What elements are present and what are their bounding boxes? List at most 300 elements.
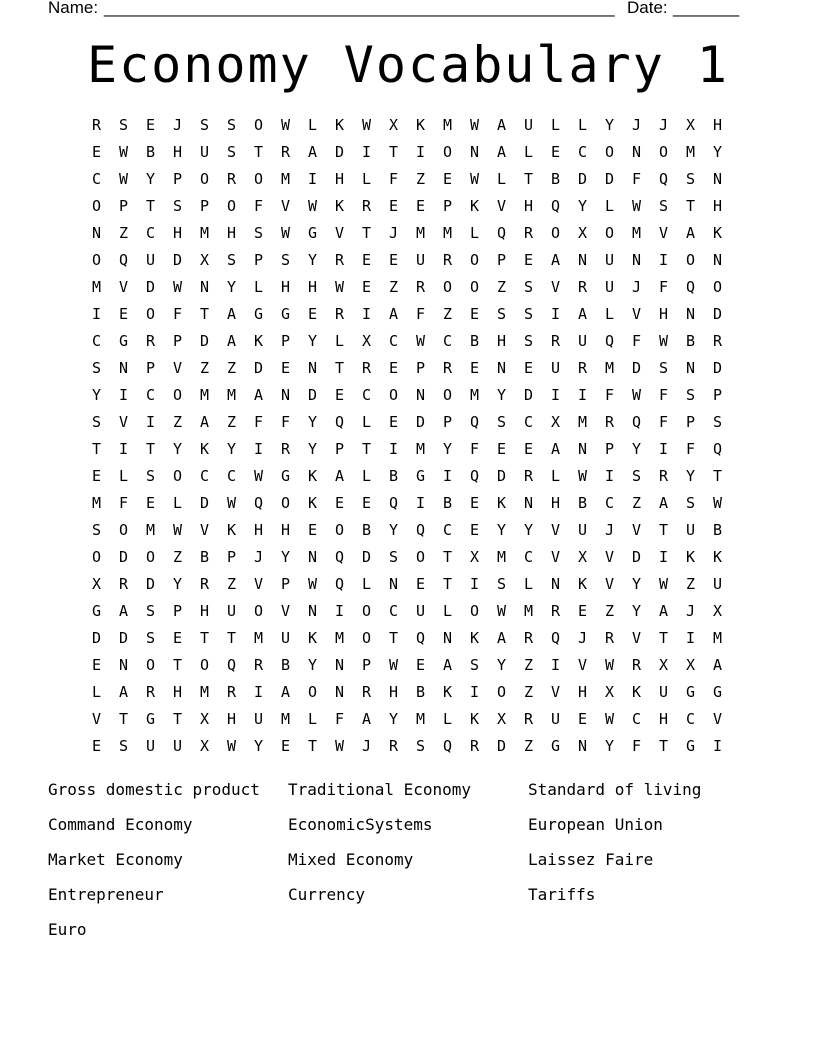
grid-letter: S [685, 386, 696, 404]
grid-letter: R [631, 656, 642, 674]
grid-letter: P [280, 575, 291, 593]
grid-letter: O [442, 386, 453, 404]
grid-letter: V [118, 278, 129, 296]
grid-letter: N [631, 251, 642, 269]
grid-letter: V [280, 602, 291, 620]
grid-letter: H [280, 278, 291, 296]
word-list-item: Gross domestic product [48, 780, 260, 799]
grid-letter: B [577, 494, 588, 512]
grid-letter: E [91, 656, 102, 674]
grid-letter: E [550, 143, 561, 161]
grid-letter: E [469, 305, 480, 323]
grid-letter: S [388, 548, 399, 566]
grid-letter: D [91, 629, 102, 647]
grid-letter: X [685, 116, 696, 134]
grid-letter: I [415, 494, 426, 512]
grid-letter: U [577, 521, 588, 539]
grid-letter: I [469, 575, 480, 593]
grid-letter: B [388, 467, 399, 485]
grid-letter: O [253, 602, 264, 620]
grid-letter: P [172, 170, 183, 188]
grid-letter: T [145, 440, 156, 458]
grid-letter: C [91, 170, 102, 188]
grid-letter: U [604, 251, 615, 269]
grid-letter: Z [388, 278, 399, 296]
grid-letter: A [442, 656, 453, 674]
grid-letter: W [334, 278, 345, 296]
grid-letter: C [91, 332, 102, 350]
grid-letter: E [496, 440, 507, 458]
grid-letter: M [199, 683, 210, 701]
grid-letter: I [550, 386, 561, 404]
grid-letter: R [226, 170, 237, 188]
grid-row [83, 679, 733, 706]
grid-letter: H [280, 521, 291, 539]
grid-letter: X [361, 332, 372, 350]
grid-letter: J [361, 737, 372, 755]
grid-letter: W [280, 224, 291, 242]
grid-letter: W [253, 467, 264, 485]
grid-letter: M [91, 494, 102, 512]
grid-letter: M [91, 278, 102, 296]
grid-letter: O [199, 656, 210, 674]
grid-letter: V [550, 521, 561, 539]
grid-letter: D [199, 332, 210, 350]
grid-letter: Z [172, 548, 183, 566]
word-search-grid [83, 112, 733, 760]
grid-letter: W [469, 116, 480, 134]
grid-letter: O [712, 278, 723, 296]
grid-letter: L [253, 278, 264, 296]
grid-letter: Q [658, 170, 669, 188]
grid-letter: M [496, 548, 507, 566]
grid-letter: C [145, 224, 156, 242]
grid-letter: D [523, 386, 534, 404]
grid-letter: S [496, 305, 507, 323]
grid-letter: R [442, 359, 453, 377]
grid-row [83, 112, 733, 139]
grid-letter: M [199, 386, 210, 404]
grid-letter: E [334, 494, 345, 512]
grid-letter: T [91, 440, 102, 458]
grid-letter: B [145, 143, 156, 161]
grid-letter: X [469, 548, 480, 566]
grid-letter: E [388, 251, 399, 269]
grid-letter: Q [496, 224, 507, 242]
grid-letter: R [550, 332, 561, 350]
grid-letter: R [388, 737, 399, 755]
grid-letter: G [415, 467, 426, 485]
grid-letter: R [145, 332, 156, 350]
grid-letter: O [91, 548, 102, 566]
grid-letter: X [388, 116, 399, 134]
grid-letter: N [280, 386, 291, 404]
grid-letter: M [415, 710, 426, 728]
grid-letter: T [118, 710, 129, 728]
grid-letter: N [307, 359, 318, 377]
grid-letter: V [550, 683, 561, 701]
grid-letter: W [712, 494, 723, 512]
grid-letter: T [145, 197, 156, 215]
grid-letter: M [577, 413, 588, 431]
grid-letter: E [469, 494, 480, 512]
grid-letter: I [577, 386, 588, 404]
grid-letter: U [685, 521, 696, 539]
grid-letter: P [199, 197, 210, 215]
grid-row [83, 328, 733, 355]
grid-letter: D [604, 170, 615, 188]
grid-letter: R [469, 737, 480, 755]
grid-letter: T [658, 521, 669, 539]
grid-row [83, 733, 733, 760]
grid-letter: Z [523, 656, 534, 674]
grid-letter: O [442, 278, 453, 296]
grid-letter: Q [415, 629, 426, 647]
grid-letter: N [334, 656, 345, 674]
grid-letter: S [91, 359, 102, 377]
grid-letter: S [631, 467, 642, 485]
grid-letter: S [145, 467, 156, 485]
grid-letter: C [361, 386, 372, 404]
grid-row [83, 490, 733, 517]
grid-letter: O [415, 548, 426, 566]
grid-letter: O [361, 602, 372, 620]
grid-letter: C [523, 413, 534, 431]
grid-letter: A [685, 224, 696, 242]
grid-letter: V [172, 359, 183, 377]
grid-letter: D [712, 359, 723, 377]
grid-letter: D [631, 548, 642, 566]
grid-letter: L [361, 413, 372, 431]
grid-letter: R [523, 467, 534, 485]
grid-letter: L [334, 332, 345, 350]
header-line [48, 0, 748, 20]
grid-letter: N [577, 737, 588, 755]
grid-letter: N [388, 575, 399, 593]
grid-letter: L [442, 602, 453, 620]
grid-letter: F [253, 413, 264, 431]
grid-letter: Q [604, 332, 615, 350]
grid-letter: F [334, 710, 345, 728]
grid-letter: T [253, 143, 264, 161]
grid-letter: C [145, 386, 156, 404]
grid-letter: W [226, 737, 237, 755]
grid-letter: C [685, 710, 696, 728]
grid-letter: M [226, 386, 237, 404]
grid-letter: T [685, 197, 696, 215]
grid-letter: V [631, 629, 642, 647]
grid-letter: A [496, 116, 507, 134]
grid-letter: E [523, 440, 534, 458]
grid-letter: N [685, 359, 696, 377]
grid-letter: A [550, 251, 561, 269]
grid-letter: N [631, 143, 642, 161]
grid-letter: R [226, 683, 237, 701]
grid-letter: T [442, 575, 453, 593]
grid-letter: W [631, 197, 642, 215]
grid-letter: U [226, 602, 237, 620]
grid-letter: S [91, 521, 102, 539]
grid-letter: W [226, 494, 237, 512]
grid-letter: R [334, 251, 345, 269]
grid-letter: H [172, 143, 183, 161]
grid-letter: A [226, 305, 237, 323]
grid-letter: C [199, 467, 210, 485]
grid-letter: K [685, 548, 696, 566]
grid-letter: L [361, 575, 372, 593]
grid-letter: S [91, 413, 102, 431]
grid-letter: I [388, 440, 399, 458]
grid-letter: R [361, 683, 372, 701]
grid-letter: W [118, 170, 129, 188]
grid-letter: R [334, 305, 345, 323]
grid-letter: W [172, 278, 183, 296]
date-label: Date: [627, 0, 668, 17]
grid-letter: S [118, 116, 129, 134]
grid-letter: E [415, 656, 426, 674]
grid-letter: N [415, 386, 426, 404]
grid-letter: A [577, 305, 588, 323]
grid-letter: N [307, 548, 318, 566]
grid-letter: Z [496, 278, 507, 296]
grid-letter: I [307, 170, 318, 188]
grid-letter: K [253, 332, 264, 350]
grid-letter: N [469, 143, 480, 161]
grid-letter: R [658, 467, 669, 485]
grid-letter: P [604, 440, 615, 458]
grid-letter: F [658, 413, 669, 431]
grid-letter: Q [550, 197, 561, 215]
grid-letter: T [361, 224, 372, 242]
grid-letter: U [658, 683, 669, 701]
grid-letter: A [658, 602, 669, 620]
grid-letter: K [442, 683, 453, 701]
grid-row [83, 301, 733, 328]
grid-letter: W [658, 332, 669, 350]
grid-letter: I [550, 656, 561, 674]
grid-letter: Y [226, 278, 237, 296]
grid-letter: Z [523, 683, 534, 701]
grid-letter: S [415, 737, 426, 755]
grid-letter: W [496, 602, 507, 620]
grid-letter: A [253, 386, 264, 404]
grid-letter: U [712, 575, 723, 593]
grid-letter: N [550, 575, 561, 593]
grid-letter: D [199, 494, 210, 512]
grid-letter: D [307, 386, 318, 404]
word-list-item: Command Economy [48, 815, 193, 834]
grid-letter: Q [334, 548, 345, 566]
grid-letter: C [631, 710, 642, 728]
grid-letter: O [550, 224, 561, 242]
grid-letter: L [604, 305, 615, 323]
grid-row [83, 517, 733, 544]
grid-row [83, 166, 733, 193]
grid-letter: V [550, 278, 561, 296]
word-list-item: Traditional Economy [288, 780, 472, 799]
grid-letter: K [631, 683, 642, 701]
grid-letter: E [307, 521, 318, 539]
grid-letter: H [658, 305, 669, 323]
grid-letter: E [280, 737, 291, 755]
grid-letter: H [550, 494, 561, 512]
word-list [48, 778, 768, 953]
grid-letter: G [118, 332, 129, 350]
grid-letter: S [685, 494, 696, 512]
grid-letter: W [577, 467, 588, 485]
grid-letter: M [415, 440, 426, 458]
grid-letter: B [469, 332, 480, 350]
grid-letter: P [253, 251, 264, 269]
grid-letter: W [280, 116, 291, 134]
grid-letter: M [253, 629, 264, 647]
grid-letter: E [91, 143, 102, 161]
grid-row [83, 274, 733, 301]
grid-letter: O [442, 143, 453, 161]
grid-letter: O [145, 305, 156, 323]
grid-letter: V [91, 710, 102, 728]
grid-letter: Z [199, 359, 210, 377]
grid-letter: S [118, 737, 129, 755]
grid-letter: U [523, 116, 534, 134]
grid-letter: E [388, 413, 399, 431]
grid-letter: Z [604, 602, 615, 620]
grid-letter: H [577, 683, 588, 701]
grid-letter: E [442, 170, 453, 188]
grid-letter: G [91, 602, 102, 620]
grid-letter: V [631, 521, 642, 539]
grid-letter: E [145, 494, 156, 512]
grid-letter: N [712, 170, 723, 188]
grid-letter: R [523, 710, 534, 728]
grid-letter: O [91, 251, 102, 269]
grid-letter: R [442, 251, 453, 269]
grid-letter: U [550, 359, 561, 377]
grid-letter: J [604, 521, 615, 539]
grid-letter: V [658, 224, 669, 242]
grid-letter: Y [388, 710, 399, 728]
grid-letter: N [307, 602, 318, 620]
grid-letter: P [442, 197, 453, 215]
grid-letter: W [118, 143, 129, 161]
grid-letter: S [523, 332, 534, 350]
word-list-item: European Union [528, 815, 663, 834]
grid-letter: P [118, 197, 129, 215]
grid-letter: Z [685, 575, 696, 593]
grid-letter: V [604, 548, 615, 566]
word-list-item: Entrepreneur [48, 885, 164, 904]
grid-letter: Q [550, 629, 561, 647]
grid-letter: L [523, 143, 534, 161]
grid-letter: E [361, 251, 372, 269]
grid-letter: B [199, 548, 210, 566]
grid-letter: E [415, 197, 426, 215]
grid-letter: I [712, 737, 723, 755]
grid-letter: S [145, 602, 156, 620]
grid-letter: R [577, 278, 588, 296]
grid-letter: P [172, 332, 183, 350]
grid-letter: S [658, 197, 669, 215]
grid-letter: D [145, 278, 156, 296]
grid-letter: T [226, 629, 237, 647]
grid-letter: B [415, 683, 426, 701]
grid-letter: A [550, 440, 561, 458]
grid-letter: K [469, 629, 480, 647]
grid-letter: E [388, 359, 399, 377]
grid-letter: T [361, 440, 372, 458]
grid-row [83, 220, 733, 247]
grid-letter: S [496, 413, 507, 431]
grid-row [83, 652, 733, 679]
grid-letter: C [388, 602, 399, 620]
grid-letter: Y [307, 656, 318, 674]
grid-letter: R [91, 116, 102, 134]
grid-letter: O [658, 143, 669, 161]
grid-letter: Q [118, 251, 129, 269]
grid-letter: E [172, 629, 183, 647]
grid-letter: T [523, 170, 534, 188]
grid-letter: R [523, 629, 534, 647]
grid-letter: W [469, 170, 480, 188]
grid-letter: Q [469, 413, 480, 431]
grid-letter: F [415, 305, 426, 323]
grid-letter: T [172, 656, 183, 674]
grid-letter: O [172, 467, 183, 485]
grid-letter: R [604, 629, 615, 647]
grid-letter: A [334, 467, 345, 485]
grid-letter: D [118, 629, 129, 647]
grid-letter: S [280, 251, 291, 269]
grid-letter: X [550, 413, 561, 431]
grid-row [83, 139, 733, 166]
grid-letter: F [658, 386, 669, 404]
grid-letter: O [253, 170, 264, 188]
grid-letter: Y [388, 521, 399, 539]
grid-letter: B [280, 656, 291, 674]
grid-letter: D [496, 467, 507, 485]
grid-letter: J [577, 629, 588, 647]
grid-letter: A [118, 602, 129, 620]
grid-letter: O [334, 521, 345, 539]
grid-letter: Q [334, 413, 345, 431]
grid-letter: I [145, 413, 156, 431]
grid-letter: C [523, 548, 534, 566]
grid-row [83, 409, 733, 436]
grid-letter: K [712, 224, 723, 242]
grid-letter: O [145, 656, 156, 674]
grid-letter: W [604, 656, 615, 674]
grid-letter: Y [631, 440, 642, 458]
grid-letter: Q [334, 575, 345, 593]
grid-letter: H [172, 224, 183, 242]
grid-letter: G [712, 683, 723, 701]
grid-letter: W [334, 737, 345, 755]
grid-letter: H [253, 521, 264, 539]
grid-letter: K [199, 440, 210, 458]
grid-letter: R [280, 143, 291, 161]
grid-letter: Y [496, 386, 507, 404]
grid-letter: D [253, 359, 264, 377]
grid-letter: E [118, 305, 129, 323]
grid-letter: I [361, 143, 372, 161]
grid-letter: S [523, 278, 534, 296]
grid-letter: P [712, 386, 723, 404]
grid-letter: N [577, 251, 588, 269]
grid-letter: B [685, 332, 696, 350]
grid-letter: H [226, 224, 237, 242]
grid-letter: E [577, 710, 588, 728]
grid-letter: N [91, 224, 102, 242]
